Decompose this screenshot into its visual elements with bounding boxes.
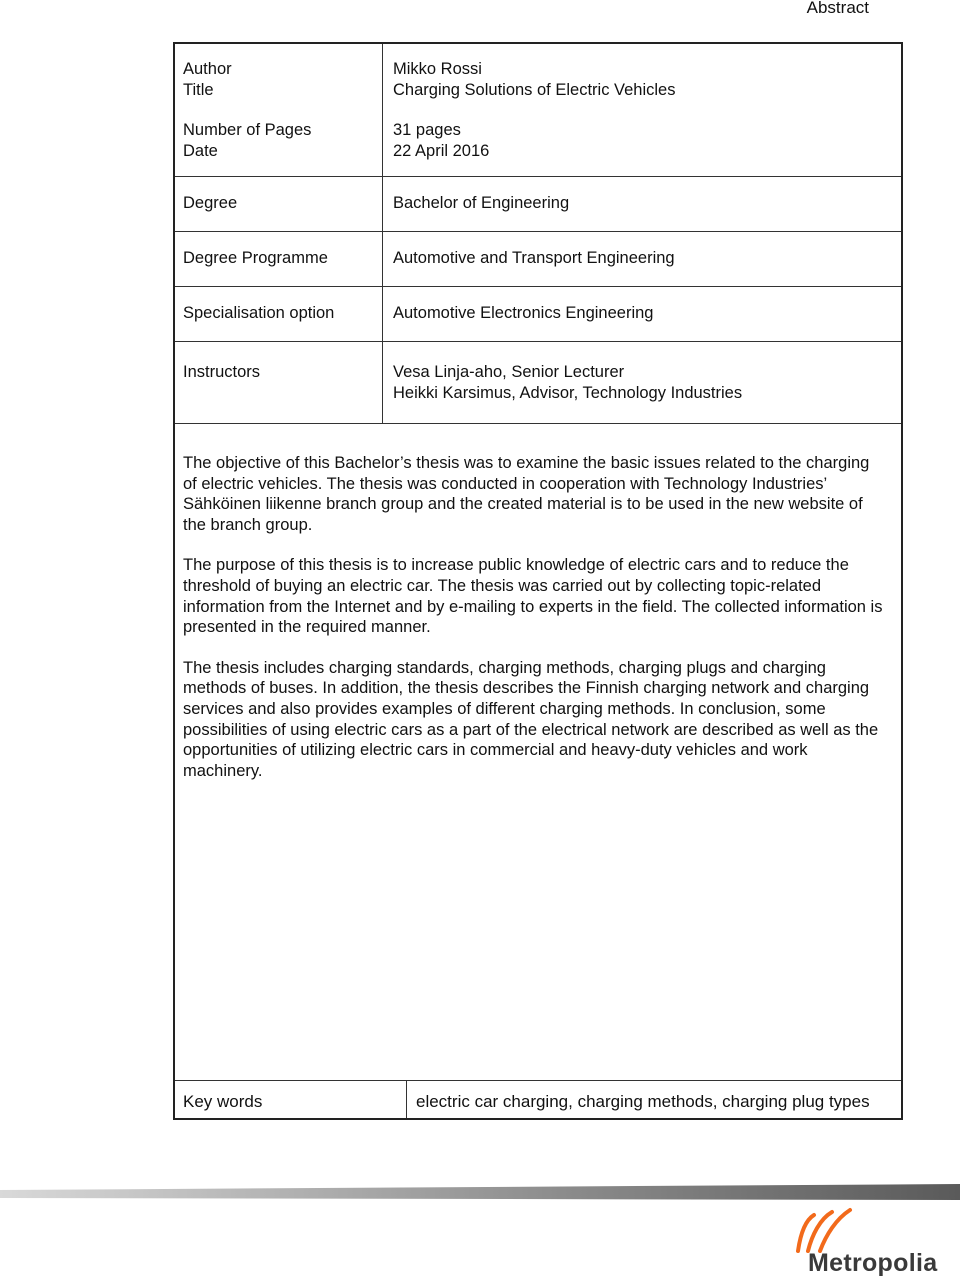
- metropolia-logo-icon: [792, 1207, 862, 1253]
- abstract-form: [173, 42, 903, 1120]
- degree-label: Degree: [183, 194, 238, 212]
- specialisation-value: Automotive Electronics Engineering: [393, 304, 654, 322]
- abstract-paragraph: The purpose of this thesis is to increase public knowledge of electric cars and to reduce the threshold of buying an electric car. The thesis was carried out by collecting topic-related information from the Internet and by e-mailing to experts in the field. The collected information is presented in the required manner.: [183, 556, 883, 637]
- info-row-programme: [175, 231, 901, 287]
- title-value: Charging Solutions of Electric Vehicles: [393, 81, 676, 99]
- programme-value: Automotive and Transport Engineering: [393, 249, 675, 267]
- info-row-specialisation: [175, 286, 901, 342]
- specialisation-label: Specialisation option: [183, 304, 335, 322]
- abstract-paragraph: The objective of this Bachelor’s thesis was to examine the basic issues related to the charging of electric vehicles. The thesis was conducted in cooperation with Technology Industries’ Sähköinen liikenne branch group and the created material is to be used in the new website of the branch group.: [183, 454, 870, 534]
- author-value: Mikko Rossi: [393, 60, 482, 78]
- pages-label: Number of Pages: [183, 121, 312, 139]
- instructors-label: Instructors: [183, 363, 261, 381]
- pages-value: 31 pages: [393, 121, 461, 139]
- keywords-divider: [406, 1081, 407, 1118]
- abstract-paragraph: The thesis includes charging standards, charging methods, charging plugs and charging methods of buses. In addition, the thesis describes the Finnish charging network and charging services and also provides examples of different charging methods. In conclusion, some possibilities of using electric cars as a part of the electrical network are described as well as the opportunities of utilizing electric cars in commercial and heavy-duty vehicles and work machinery.: [183, 658, 879, 780]
- keywords-row: [175, 1080, 901, 1118]
- metropolia-logo-text: Metropolia: [808, 1249, 938, 1277]
- title-label: Title: [183, 81, 214, 99]
- info-row-author-date: [175, 44, 901, 177]
- date-label: Date: [183, 142, 218, 160]
- date-value: 22 April 2016: [393, 142, 490, 160]
- abstract-body: [183, 453, 887, 801]
- instructor-2: Heikki Karsimus, Advisor, Technology Industries: [393, 384, 743, 402]
- info-row-degree: [175, 176, 901, 232]
- programme-label: Degree Programme: [183, 249, 328, 267]
- footer-bar: [0, 1184, 960, 1206]
- instructor-1: Vesa Linja-aho, Senior Lecturer: [393, 363, 625, 381]
- keywords-value: electric car charging, charging methods, charging plug types: [416, 1092, 870, 1111]
- page-section-label: Abstract: [806, 0, 869, 17]
- author-label: Author: [183, 60, 232, 78]
- degree-value: Bachelor of Engineering: [393, 194, 570, 212]
- info-row-instructors: [175, 341, 901, 424]
- keywords-label: Key words: [183, 1092, 263, 1111]
